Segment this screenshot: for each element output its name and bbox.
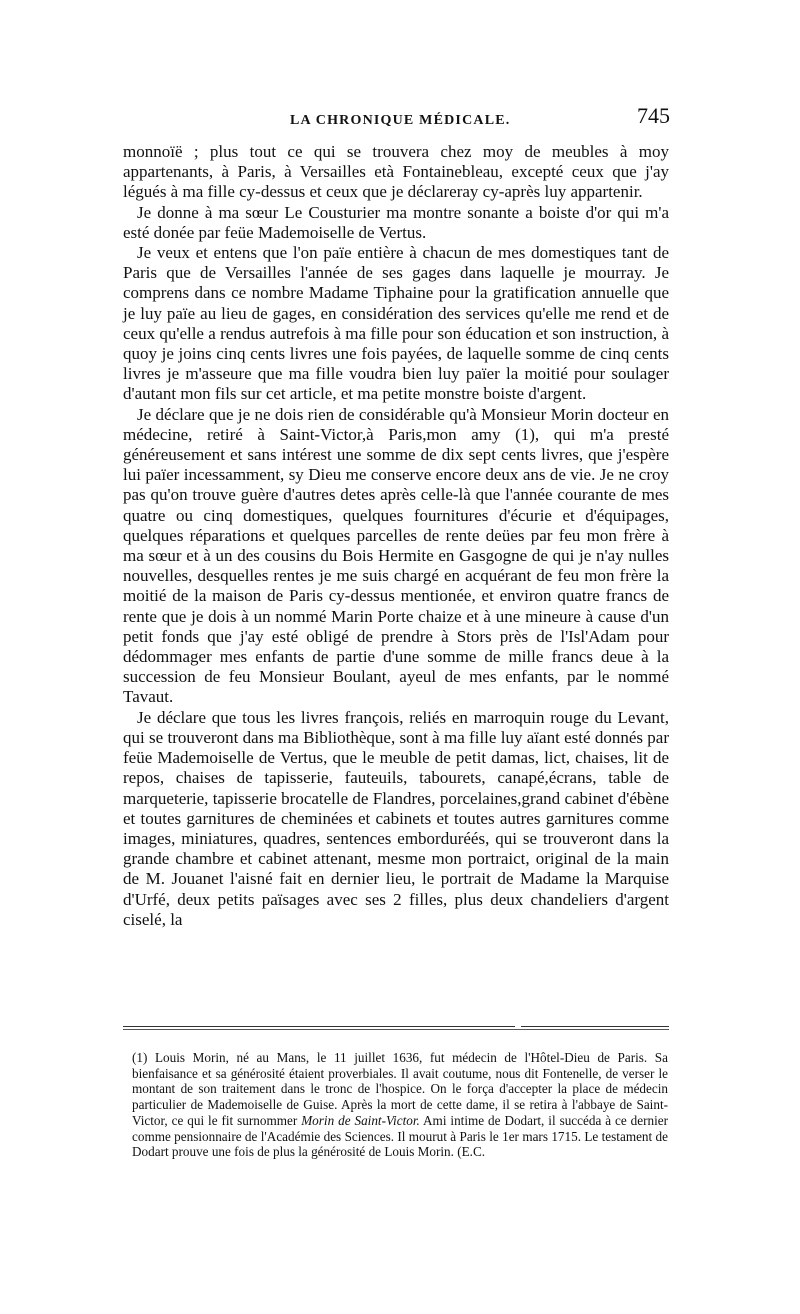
running-title: LA CHRONIQUE MÉDICALE.: [290, 113, 511, 128]
page-header: [122, 103, 670, 137]
footnote-text: (1) Louis Morin, né au Mans, le 11 juillet 1636, fut médecin de l'Hôtel-Dieu de Paris. Sa bienfaisance et sa générosité étaient proverbiales. Il avait coutume, nous dit Fontenelle, de verser le montant de son traitement dans le tronc de l'hospice. On le força d'accepter la place de médecin particulier de Mademoiselle de Guise. Après la mort de cette dame, il se retira à l'abbaye de Saint-Victor, ce qui le fit surnommer: [132, 1050, 668, 1128]
separator-rule: [123, 1026, 515, 1027]
paragraph-servants-wages: Je veux et entens que l'on païe entière à chacun de mes domestiques tant de Paris que de Versailles l'année de ses gages dans laquelle je mourray. Je comprens dans ce nombre Madame Tiphaine pour la gratification annuelle que je luy païe au lieu de gages, en considération des services qu'elle me rend et de ceux qu'elle a rendus autrefois à ma fille pour son éducation et son instruction, à quoy je joins cinq cents livres une fois payées, de laquelle somme de cinq cents livres je m'asseure que ma fille voudra bien luy païer la moitié pour soulager d'autant mon fils sur cet article, et ma petite monstre boiste d'argent.: [123, 243, 669, 404]
paragraph-continuation: monnoïë ; plus tout ce qui se trouvera chez moy de meubles à moy appartenants, à Paris, à Versailles età Fontainebleau, excepté ceux que j'ay légués à ma fille cy-dessus et ceux que je déclareray cy-après luy appartenir.: [123, 142, 669, 202]
paragraph-debts: Je déclare que je ne dois rien de considérable qu'à Monsieur Morin docteur en médecine, retiré à Saint-Victor,à Paris,mon amy (1), qui m'a presté généreusement et sans intérest une somme de dix sept cents livres, que j'espère lui païer incessamment, sy Dieu me conserve encore deux ans de vie. Je ne croy pas qu'on trouve guère d'autres detes après celle-là que l'année courante de mes quatre ou cinq domestiques, quelques fournitures d'écurie et d'équipages, quelques réparations et quelques parcelles de rente deües par feu mon frère à ma sœur et à un des cousins du Bois Hermite en Gasgogne de qui je n'ay nulles nouvelles, desquelles rentes je me suis chargé en acquérant de feu mon frère la moitié de la maison de Paris cy-dessus mentionée, et environ quatre francs de rente que je dois à un nommé Marin Porte chaize et à une mineure à cause d'un petit fonds que j'ay esté obligé de prendre à Stors près de l'Isl'Adam pour dédommager mes enfants de partie d'une somme de mille francs deue à la succession de feu Monsieur Boulant, ayeul de mes enfants, par le nommé Tavaut.: [123, 404, 669, 707]
separator-rule: [123, 1029, 669, 1030]
paragraph-watch-bequest: Je donne à ma sœur Le Cousturier ma montre sonante a boiste d'or qui m'a esté donée par feüe Mademoiselle de Vertus.: [123, 202, 669, 242]
paragraph-books-furniture: Je déclare que tous les livres françois, reliés en marroquin rouge du Levant, qui se trouveront dans ma Bibliothèque, sont à ma fille luy aïant esté donnés par feüe Mademoiselle de Vertus, que le meuble de petit damas, lict, chaises, lit de repos, chaises de tapisserie, fauteuils, tabourets, canapé,écrans, table de marqueterie, tapisserie brocatelle de Flandres, porcelaines,grand cabinet d'ébène et toutes garnitures de cheminées et cabinets et toutes autres garnitures comme images, miniatures, quadres, sentences emborduréés, qui se trouveront dans la grande chambre et cabinet attenant, mesme mon portraict, original de la main de M. Jouanet l'aisné fait en dernier lieu, le portrait de Madame la Marquise d'Urfé, deux petits païsages avec ses 2 filles, plus deux chandeliers d'argent ciselé, la: [123, 707, 669, 929]
footnote: [132, 1050, 668, 1160]
page-number: 745: [637, 103, 670, 128]
footnote-separator: [123, 1022, 669, 1032]
footnote-text-end: Ami intime de Dodart, il succéda à ce dernier comme pensionnaire de l'Académie des Sciences. Il mourut à Paris le 1er mars 1715. Le testament de Dodart prouve une fois de plus la générosité de Louis Morin. (E.C.: [132, 1112, 669, 1160]
main-text: [123, 142, 669, 930]
footnote-italic-nickname: Morin de Saint-Victor.: [301, 1112, 420, 1128]
separator-rule: [521, 1026, 669, 1027]
